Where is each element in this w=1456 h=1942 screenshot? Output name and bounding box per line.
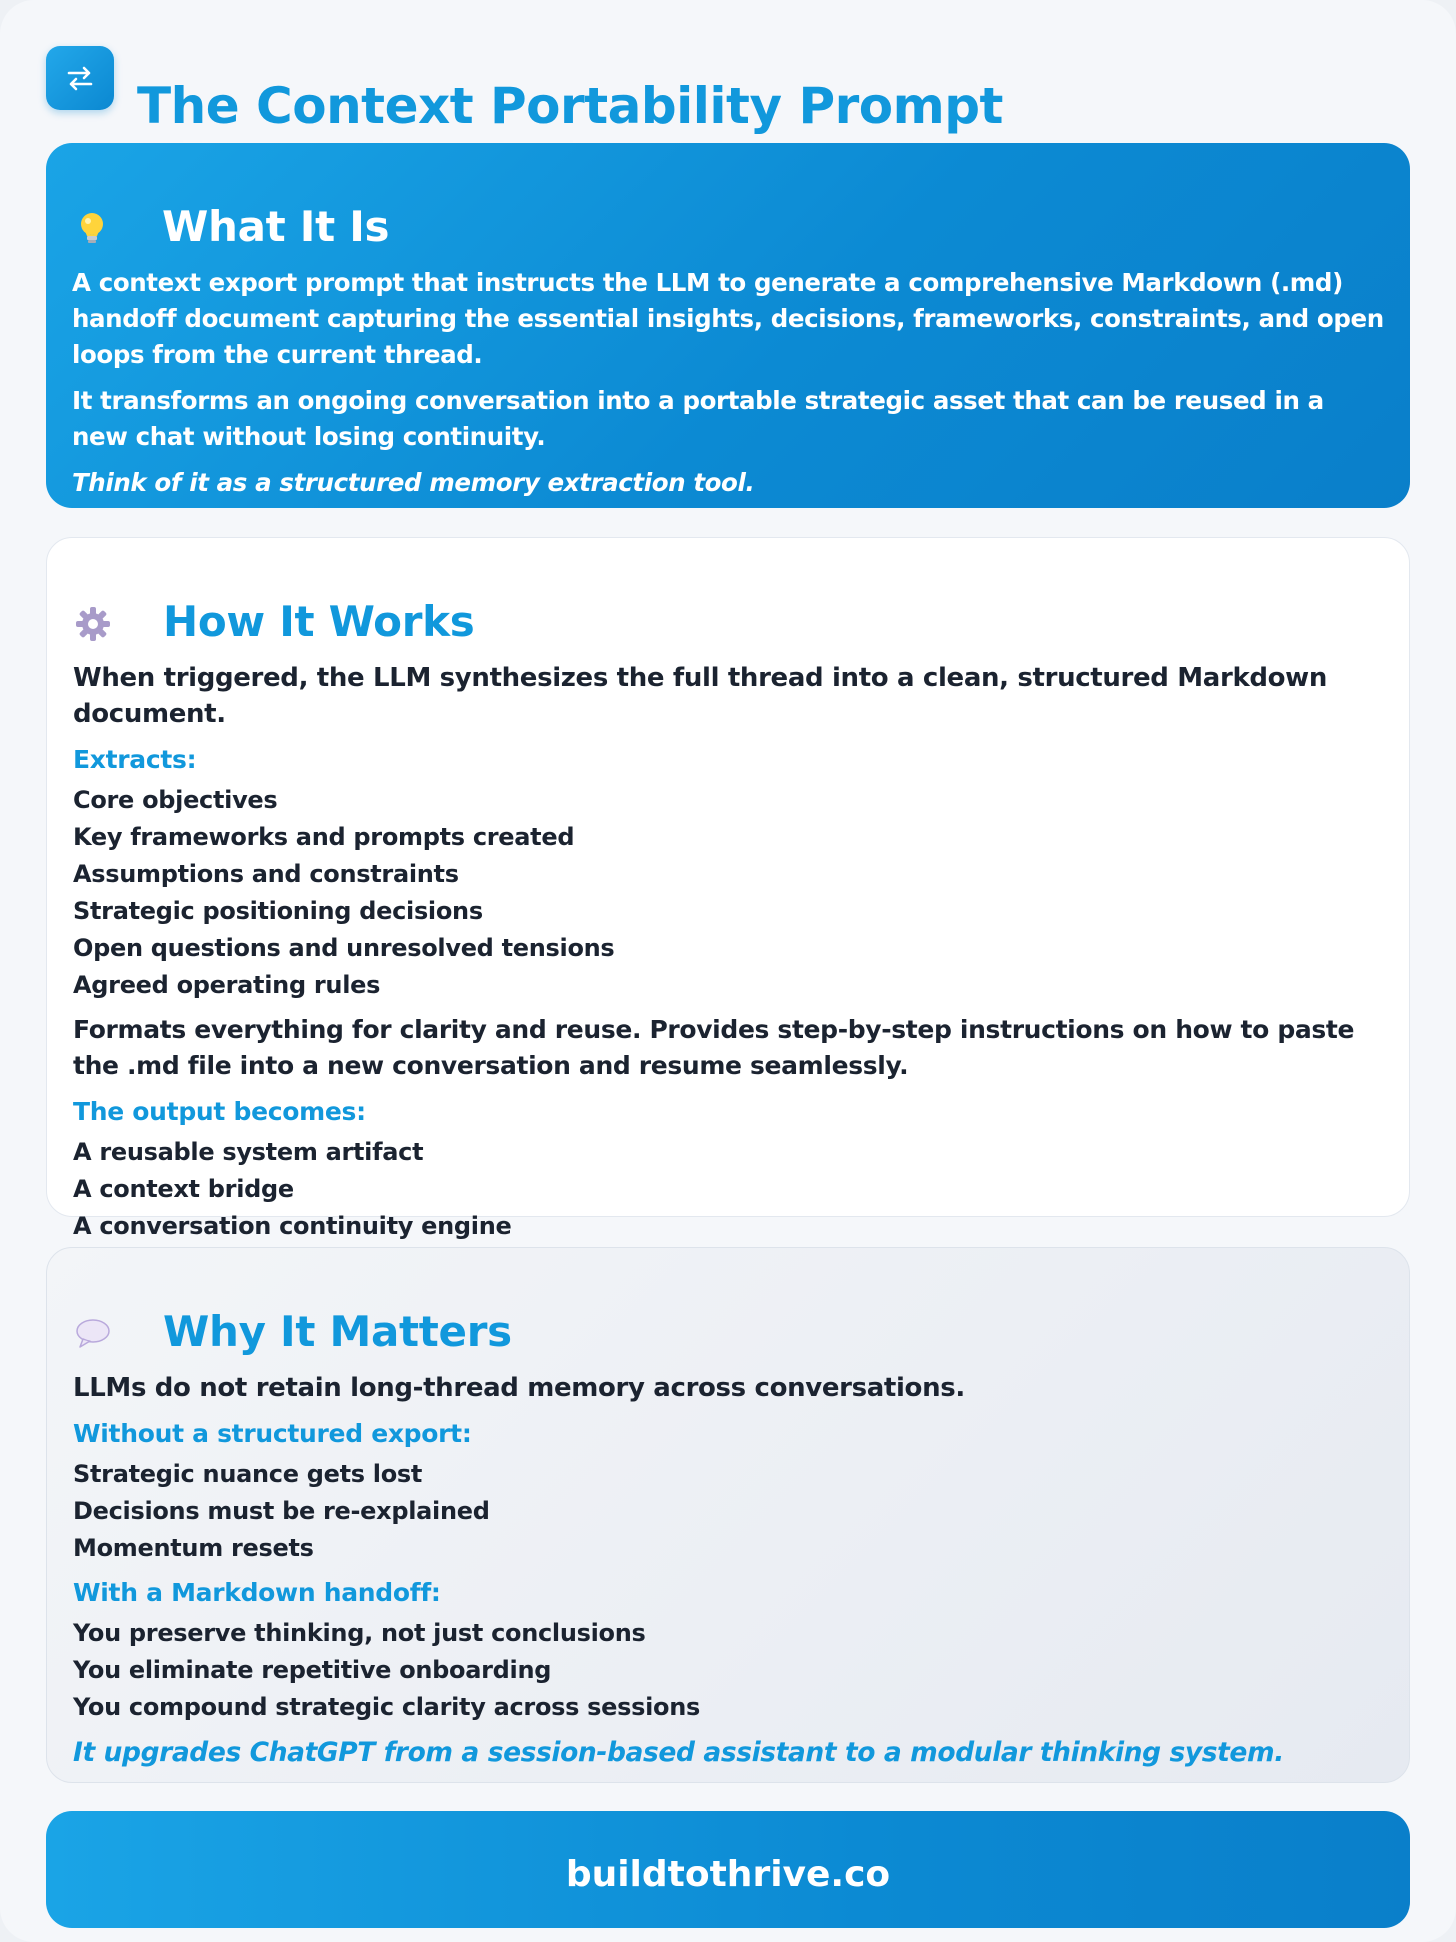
intro-text: When triggered, the LLM synthesizes the full thread into a clean, structured Markdown document. xyxy=(73,663,1327,729)
speech-bubble-icon xyxy=(73,1314,113,1354)
with-list xyxy=(73,1615,1383,1726)
list-item: A reusable system artifact xyxy=(73,1138,424,1166)
section-header xyxy=(72,197,1384,257)
intro-text: LLMs do not retain long-thread memory across conversations. xyxy=(73,1373,965,1403)
list-item: Agreed operating rules xyxy=(73,971,381,999)
why-it-matters-card xyxy=(46,1247,1410,1783)
header xyxy=(46,46,1410,136)
paragraph: It transforms an ongoing conversation into a portable strategic asset that can be reused in a new chat without losing continuity. xyxy=(72,386,1324,451)
list-item: A conversation continuity engine xyxy=(73,1212,512,1240)
subheading: Extracts: xyxy=(73,745,197,774)
list-item: You eliminate repetitive onboarding xyxy=(73,1656,552,1684)
list-item: A context bridge xyxy=(73,1175,294,1203)
lightbulb-icon xyxy=(72,209,112,249)
list-item: You preserve thinking, not just conclusions xyxy=(73,1619,646,1647)
what-it-is-card xyxy=(46,143,1410,508)
extracts-list xyxy=(73,782,1383,1004)
outputs-list xyxy=(73,1134,1383,1245)
list-item: Core objectives xyxy=(73,786,278,814)
list-item: Strategic positioning decisions xyxy=(73,897,483,925)
subheading: Without a structured export: xyxy=(73,1419,472,1448)
subheading: With a Markdown handoff: xyxy=(73,1578,441,1607)
swap-arrows-icon xyxy=(46,46,114,110)
how-it-works-card xyxy=(46,537,1410,1240)
section-heading: How It Works xyxy=(163,597,475,646)
list-item: Decisions must be re-explained xyxy=(73,1497,490,1525)
list-item: Assumptions and constraints xyxy=(73,860,459,888)
section-heading: Why It Matters xyxy=(163,1307,512,1356)
list-item: Open questions and unresolved tensions xyxy=(73,934,615,962)
subheading: The output becomes: xyxy=(73,1097,366,1126)
gear-icon xyxy=(73,604,113,644)
tagline: Think of it as a structured memory extraction tool. xyxy=(72,468,755,497)
format-note: Formats everything for clarity and reuse. Provides step-by-step instructions on how to paste the .md file into a new conversation and resume seamlessly. xyxy=(73,1015,1355,1080)
list-item: Key frameworks and prompts created xyxy=(73,823,575,851)
list-item: Momentum resets xyxy=(73,1534,314,1562)
list-item: You compound strategic clarity across sessions xyxy=(73,1693,701,1721)
footer-site-link[interactable]: buildtothrive.co xyxy=(565,1854,891,1895)
section-header xyxy=(73,1302,1383,1362)
footer-banner xyxy=(46,1811,1410,1928)
paragraph: A context export prompt that instructs the LLM to generate a comprehensive Markdown (.md) handoff document capturing the essential insights, decisions, frameworks, constraints, and open loops from the current thread. xyxy=(72,268,1384,369)
closing-statement: It upgrades ChatGPT from a session-based assistant to a modular thinking system. xyxy=(73,1737,1284,1768)
section-header xyxy=(73,592,1383,652)
page-title: The Context Portability Prompt xyxy=(137,77,1003,135)
list-item: Strategic nuance gets lost xyxy=(73,1460,423,1488)
section-heading: What It Is xyxy=(162,202,390,251)
without-list xyxy=(73,1456,1383,1567)
